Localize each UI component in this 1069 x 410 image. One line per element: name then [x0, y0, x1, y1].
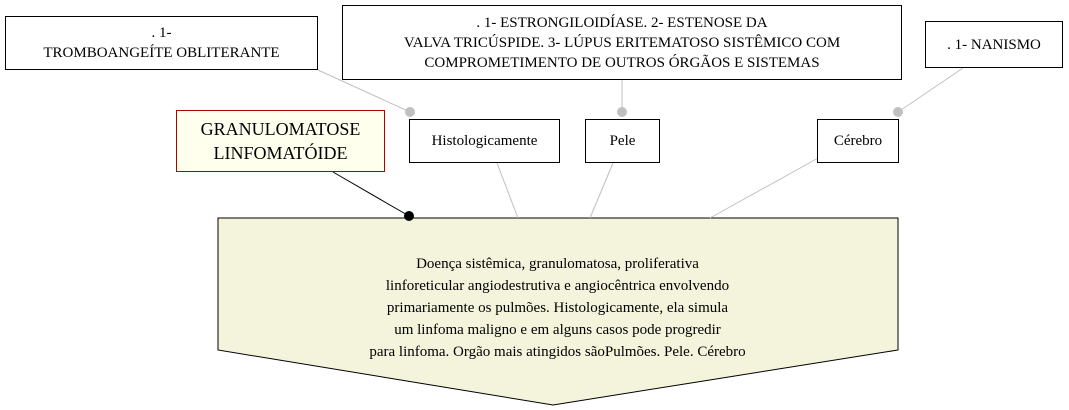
central-topic-title: GRANULOMATOSE LINFOMATÓIDE — [176, 110, 385, 172]
note-histologicamente-dot — [405, 107, 415, 117]
note-tromboangeite: . 1- TROMBOANGEÍTE OBLITERANTE — [5, 16, 318, 70]
topic-cerebro[interactable]: Cérebro — [817, 119, 899, 163]
title-connector-dot — [404, 211, 414, 221]
cerebro-link — [710, 157, 820, 218]
note-cerebro-dot — [893, 107, 903, 117]
topic-histologicamente[interactable]: Histologicamente — [409, 119, 560, 163]
note-pele-dot — [617, 107, 627, 117]
histologicamente-link — [497, 163, 518, 218]
topic-pele[interactable]: Pele — [585, 119, 660, 163]
note-estrongiloidiase: . 1- ESTRONGILOIDÍASE. 2- ESTENOSE DA VALVA TRICÚSPIDE. 3- LÚPUS ERITEMATOSO SISTÊMICO COM COMPROMETIMENTO DE OUTROS ÓRGÃOS E SISTEMAS — [342, 5, 902, 80]
pele-link — [590, 163, 613, 218]
note-cerebro-link — [898, 68, 963, 112]
title-connector — [333, 172, 409, 216]
note-nanismo: . 1- NANISMO — [925, 21, 1063, 68]
main-description: Doença sistêmica, granulomatosa, proliferativa linforeticular angiodestrutiva e angiocêntrica envolvendo primariamente os pulmões. Histologicamente, ela simula um linfoma maligno e em alguns casos pode progredir para linfoma. Orgão mais atingidos sãoPulmões. Pele. Cérebro — [369, 256, 746, 360]
